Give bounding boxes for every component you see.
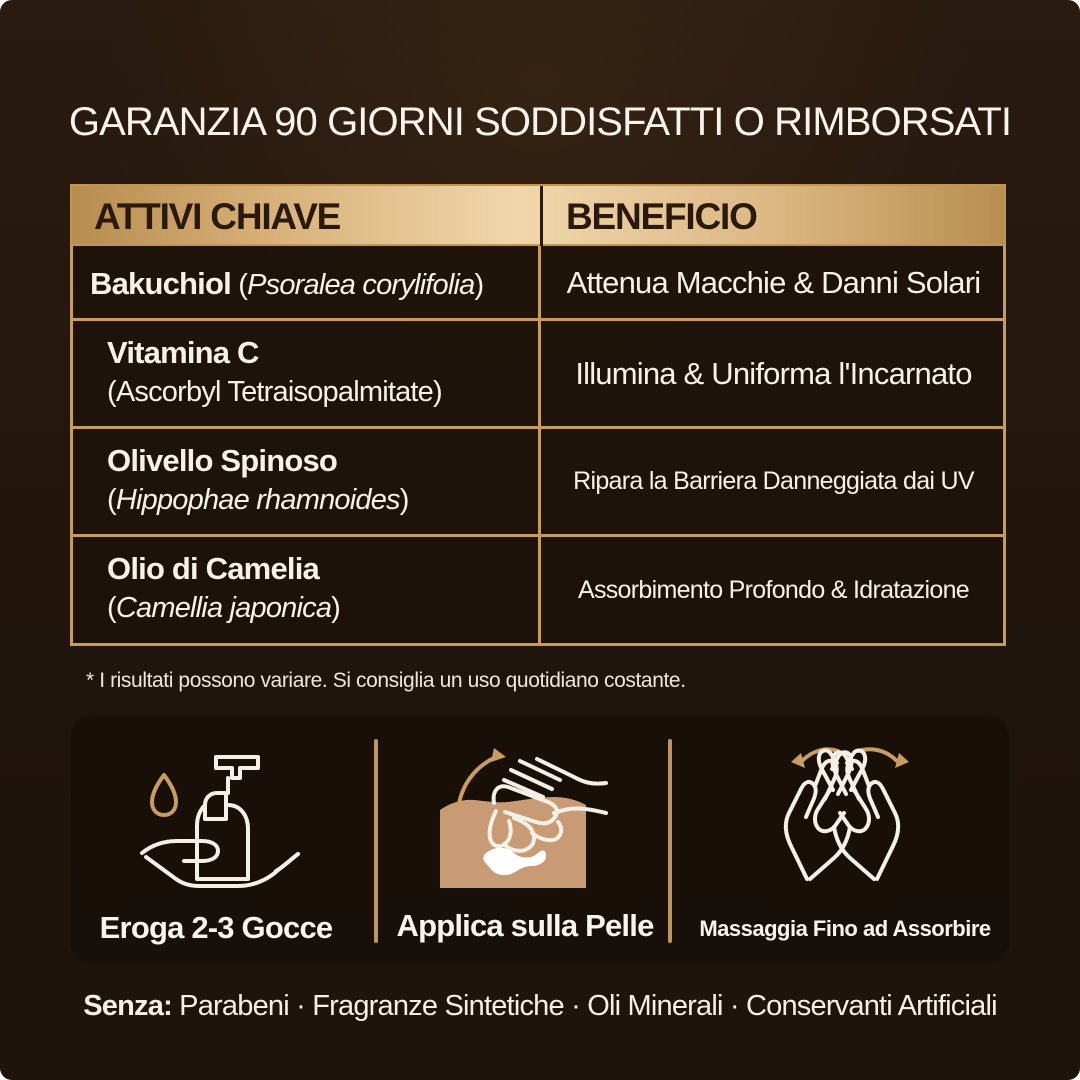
scientific-name: Psoralea corylifolia xyxy=(247,269,475,301)
active-bakuchiol xyxy=(90,266,483,302)
active-name: Olivello Spinoso xyxy=(107,443,338,478)
key-actives-table xyxy=(70,184,1006,646)
scientific-prefix: ( xyxy=(230,269,248,301)
scientific-name: (Ascorbyl Tetraisopalmitate) xyxy=(107,376,442,408)
header-actives: ATTIVI CHIAVE xyxy=(94,196,341,237)
footer-label: Senza: xyxy=(83,990,172,1022)
scientific-wrapper: (Camellia japonica) xyxy=(107,592,341,624)
hand-apply-icon xyxy=(432,733,612,893)
scientific-suffix: ) xyxy=(474,269,484,301)
header-benefit: BENEFICIO xyxy=(566,196,757,237)
table-row xyxy=(70,537,1006,646)
benefit-cell xyxy=(541,429,1006,534)
results-disclaimer: * I risultati possono variare. Si consiglia un uso quotidiano costante. xyxy=(86,669,686,692)
benefit-text: Attenua Macchie & Danni Solari xyxy=(566,264,981,300)
header-divider xyxy=(540,186,543,248)
benefit-cell xyxy=(541,246,1006,318)
scientific-wrapper: (Hippophae rhamnoides) xyxy=(107,484,409,516)
benefit-cell xyxy=(541,537,1006,643)
active-name: Olio di Camelia xyxy=(107,551,319,586)
free-from-footer xyxy=(0,990,1080,1023)
footer-items: Parabeni · Fragranze Sintetiche · Oli Minerali · Conservanti Artificiali xyxy=(171,990,997,1022)
pump-bottle-icon xyxy=(128,733,308,893)
benefit-cell xyxy=(541,321,1006,426)
table-row xyxy=(70,321,1006,429)
benefit-text: Ripara la Barriera Danneggiata dai UV xyxy=(573,467,974,495)
table-header xyxy=(70,184,1006,246)
usage-steps-panel xyxy=(70,715,1010,965)
scientific-name: Hippophae rhamnoides xyxy=(115,484,400,516)
benefit-text: Assorbimento Profondo & Idratazione xyxy=(577,575,969,604)
active-name: Vitamina C xyxy=(107,335,259,370)
active-name: Bakuchiol xyxy=(90,266,231,301)
scientific-name: Camellia japonica xyxy=(115,592,332,624)
table-row xyxy=(70,246,1006,321)
guarantee-headline: GARANZIA 90 GIORNI SODDISFATTI O RIMBORSATI xyxy=(68,100,1012,144)
massage-hands-icon xyxy=(754,733,934,893)
step-label-apply: Applica sulla Pelle xyxy=(396,908,654,943)
step-label-dispense: Eroga 2-3 Gocce xyxy=(99,910,333,945)
step-label-massage: Massaggia Fino ad Assorbire xyxy=(699,916,991,941)
table-row xyxy=(70,429,1006,537)
benefit-text: Illumina & Uniforma l'Incarnato xyxy=(575,356,972,391)
